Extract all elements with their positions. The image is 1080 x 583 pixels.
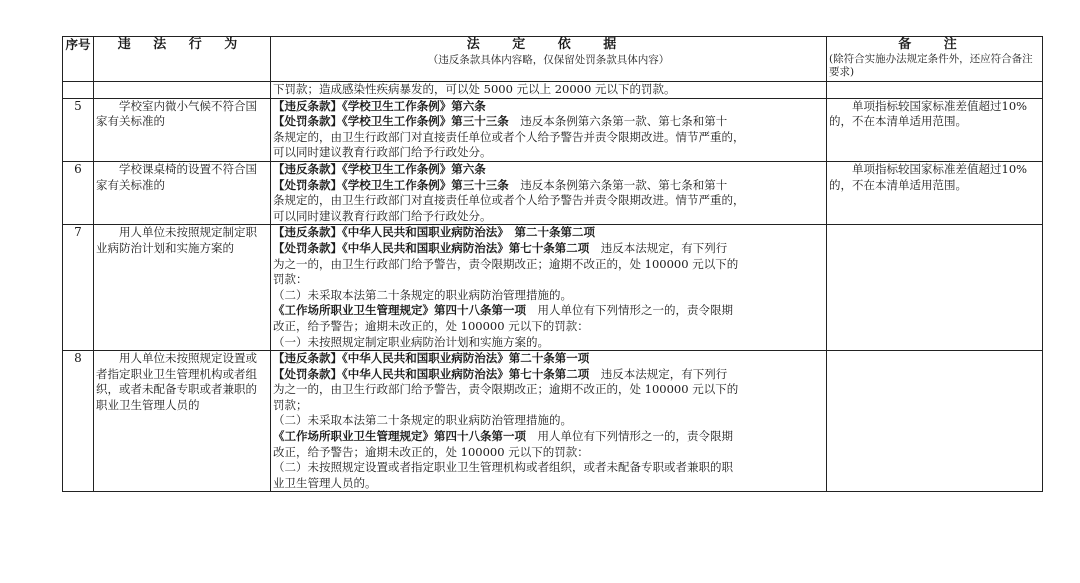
legal-basis-clause-text: 为之一的，由卫生行政部门给予警告，责令限期改正；逾期不改正的，处 100000 元以下的 <box>273 382 739 397</box>
legal-basis-clause-text: 可以同时建议教育行政部门给予行政处分。 <box>273 208 492 223</box>
legal-basis-line <box>273 351 824 367</box>
legal-basis-clause-title: 《工作场所职业卫生管理规定》第四十八条第一项 <box>273 429 526 444</box>
legal-basis-clause-text: 违反本法规定，有下列行 <box>589 366 728 381</box>
legal-basis-line <box>273 382 824 398</box>
legal-basis-clause-title: 《工作场所职业卫生管理规定》第四十八条第一项 <box>273 303 526 318</box>
header-remarks-subtitle: (除符合实施办法规定条件外，还应符合备注要求) <box>829 52 1033 78</box>
row-legal-basis <box>271 98 827 161</box>
legal-basis-line <box>273 162 824 178</box>
legal-basis-line <box>273 99 824 115</box>
row-legal-basis <box>271 82 827 99</box>
legal-basis-clause-text: 下罚款；造成感染性疾病暴发的，可以处 5000 元以上 20000 元以下的罚款。 <box>273 82 676 96</box>
row-legal-basis <box>271 161 827 224</box>
legal-basis-line <box>273 288 824 304</box>
legal-basis-clause-title: 【违反条款】《学校卫生工作条例》第六条 <box>273 98 486 113</box>
table-header-row <box>63 37 1043 82</box>
legal-basis-clause-text: 罚款； <box>273 397 308 412</box>
header-legal-basis-subtitle: （违反条款具体内容略，仅保留处罚条款具体内容） <box>427 53 670 66</box>
legal-basis-clause-text: 违反本条例第六条第一款、第七条和第十 <box>508 177 728 192</box>
row-serial-number: 7 <box>63 225 94 351</box>
legal-basis-line <box>273 476 824 492</box>
header-legal-basis <box>271 37 827 82</box>
legal-basis-clause-text: 条规定的，由卫生行政部门对直接责任单位或者个人给予警告并责令限期改进。情节严重的， <box>273 129 745 144</box>
legal-basis-clause-title: 【违反条款】《中华人民共和国职业病防治法》第二十条第一项 <box>273 351 590 366</box>
legal-basis-clause-text: 违反本条例第六条第一款、第七条和第十 <box>508 114 728 129</box>
legal-basis-line <box>273 319 824 335</box>
row-violation <box>94 161 271 224</box>
legal-basis-line <box>273 145 824 161</box>
legal-basis-clause-title: 【处罚条款】《学校卫生工作条例》第三十三条 <box>273 177 509 192</box>
row-remarks <box>827 225 1043 351</box>
row-serial-number: 6 <box>63 161 94 224</box>
row-serial-number: 8 <box>63 351 94 492</box>
row-remarks <box>827 82 1043 99</box>
legal-basis-clause-text: 条规定的，由卫生行政部门对直接责任单位或者个人给予警告并责令限期改进。情节严重的， <box>273 193 745 208</box>
table-row <box>63 351 1043 492</box>
row-remarks-text: 单项指标较国家标准差值超过10%的，不在本清单适用范围。 <box>829 161 1028 192</box>
legal-basis-clause-text: 为之一的，由卫生行政部门给予警告，责令限期改正；逾期不改正的，处 100000 元以下的 <box>273 256 739 271</box>
legal-basis-line <box>273 82 824 98</box>
legal-basis-line <box>273 193 824 209</box>
legal-basis-line <box>273 272 824 288</box>
legal-basis-line <box>273 398 824 414</box>
legal-basis-clause-title: 【违反条款】《学校卫生工作条例》第六条 <box>273 161 486 176</box>
legal-basis-line <box>273 303 824 319</box>
header-remarks-title: 备 注 <box>898 37 971 52</box>
legal-basis-clause-text: 改正，给予警告；逾期未改正的，处 100000 元以下的罚款： <box>273 444 589 459</box>
legal-basis-clause-text: 业卫生管理人员的。 <box>273 475 377 490</box>
legal-basis-clause-text: 可以同时建议教育行政部门给予行政处分。 <box>273 145 492 160</box>
legal-basis-clause-text: 用人单位有下列情形之一的，责令限期 <box>526 303 733 318</box>
table-row <box>63 98 1043 161</box>
legal-basis-clause-text: 改正，给予警告；逾期未改正的，处 100000 元以下的罚款： <box>273 318 589 333</box>
legal-basis-clause-text: 违反本法规定，有下列行 <box>589 240 728 255</box>
table-body <box>63 82 1043 492</box>
row-violation <box>94 98 271 161</box>
header-legal-basis-title: 法 定 依 据 <box>466 37 631 52</box>
legal-basis-clause-title: 【处罚条款】《中华人民共和国职业病防治法》第七十条第二项 <box>273 240 590 255</box>
legal-basis-line <box>273 367 824 383</box>
legal-basis-line <box>273 429 824 445</box>
row-violation <box>94 351 271 492</box>
row-violation <box>94 82 271 99</box>
legal-basis-line <box>273 460 824 476</box>
legal-basis-line <box>273 130 824 146</box>
legal-basis-clause-title: 【处罚条款】《学校卫生工作条例》第三十三条 <box>273 114 509 129</box>
legal-basis-clause-text: 罚款： <box>273 272 308 287</box>
legal-basis-line <box>273 178 824 194</box>
header-remarks <box>827 37 1043 82</box>
legal-basis-clause-text: （二）未采取本法第二十条规定的职业病防治管理措施的。 <box>273 413 572 428</box>
row-violation-text: 用人单位未按照规定制定职业病防治计划和实施方案的 <box>96 225 257 255</box>
row-violation-text: 用人单位未按照规定设置或者指定职业卫生管理机构或者组织，或者未配备专职或者兼职的职业卫生管理人员的 <box>96 351 257 412</box>
legal-basis-line <box>273 413 824 429</box>
table-row <box>63 161 1043 224</box>
row-violation <box>94 225 271 351</box>
row-legal-basis <box>271 225 827 351</box>
legal-basis-line <box>273 114 824 130</box>
row-violation-text: 学校室内微小气候不符合国家有关标准的 <box>96 98 257 129</box>
row-legal-basis <box>271 351 827 492</box>
legal-basis-clause-text: 用人单位有下列情形之一的，责令限期 <box>526 429 733 444</box>
legal-basis-line <box>273 335 824 351</box>
table-row <box>63 82 1043 99</box>
legal-basis-line <box>273 209 824 225</box>
legal-basis-clause-text: （二）未采取本法第二十条规定的职业病防治管理措施的。 <box>273 287 572 302</box>
row-remarks <box>827 351 1043 492</box>
row-remarks <box>827 98 1043 161</box>
legal-basis-line <box>273 445 824 461</box>
legal-basis-clause-text: （一）未按照规定制定职业病防治计划和实施方案的。 <box>273 334 549 349</box>
legal-basis-clause-title: 【处罚条款】《中华人民共和国职业病防治法》第七十条第二项 <box>273 366 590 381</box>
row-remarks <box>827 161 1043 224</box>
table-row <box>63 225 1043 351</box>
legal-basis-line <box>273 257 824 273</box>
row-remarks-text: 单项指标较国家标准差值超过10%的，不在本清单适用范围。 <box>829 98 1028 129</box>
row-serial-number: 5 <box>63 98 94 161</box>
legal-basis-line <box>273 225 824 241</box>
legal-basis-clause-text: （二）未按照规定设置或者指定职业卫生管理机构或者组织，或者未配备专职或者兼职的职 <box>273 460 733 475</box>
row-serial-number <box>63 82 94 99</box>
header-violation: 违 法 行 为 <box>94 37 271 82</box>
header-serial-number: 序号 <box>63 37 94 82</box>
legal-basis-clause-title: 【违反条款】《中华人民共和国职业病防治法》 第二十条第二项 <box>273 225 595 240</box>
row-violation-text: 学校课桌椅的设置不符合国家有关标准的 <box>96 161 257 192</box>
regulation-table <box>62 36 1043 492</box>
legal-basis-line <box>273 241 824 257</box>
